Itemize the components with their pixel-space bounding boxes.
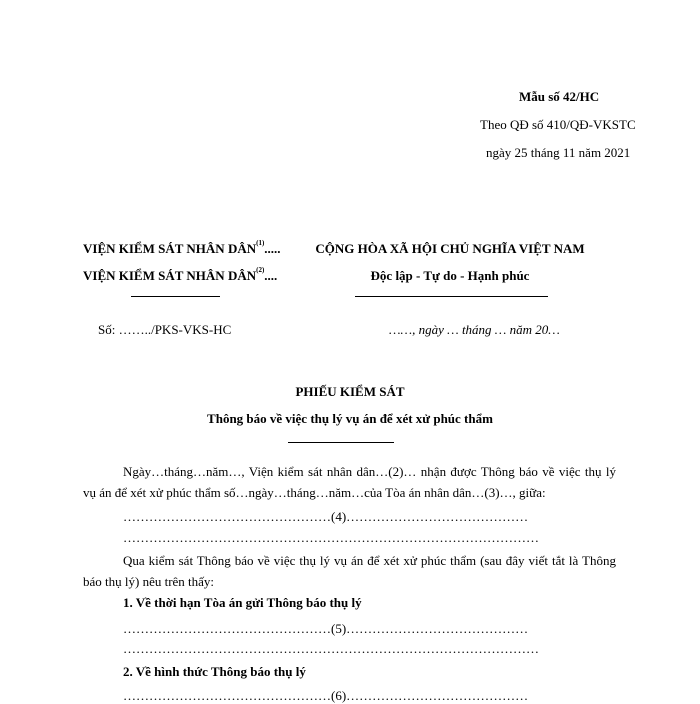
agency-line-2: [83, 268, 277, 284]
paragraph-2: Qua kiểm sát Thông báo về việc thụ lý vụ án để xét xử phúc thẩm (sau đây viết tắt là Thông báo thụ lý) nêu trên thấy:: [83, 553, 616, 589]
agency-line-2-tail: ....: [264, 268, 278, 283]
section-heading-1: 1. Về thời hạn Tòa án gửi Thông báo thụ lý: [123, 595, 362, 610]
place-date: ……, ngày … tháng … năm 20…: [389, 322, 560, 337]
form-code: Mẫu số 42/HC: [519, 89, 600, 104]
agency-line-1: [83, 241, 281, 257]
agency-line-2-text: VIỆN KIỂM SÁT NHÂN DÂN: [83, 268, 257, 283]
agency-line-2-note: (2): [256, 266, 265, 274]
agency-underline: [131, 296, 220, 297]
form-decision: Theo QĐ số 410/QĐ-VKSTC: [480, 117, 636, 132]
form-date: ngày 25 tháng 11 năm 2021: [486, 145, 631, 160]
nation-motto: Độc lập - Tự do - Hạnh phúc: [370, 268, 530, 283]
dots-line-5: …………………………………………(5)……………………………………: [123, 621, 529, 636]
section-heading-2: 2. Về hình thức Thông báo thụ lý: [123, 664, 306, 679]
nation-name: CỘNG HÒA XÃ HỘI CHỦ NGHĨA VIỆT NAM: [315, 241, 585, 256]
paragraph-1: Ngày…tháng…năm…, Viện kiểm sát nhân dân…(2)… nhận được Thông báo về việc thụ lý vụ án để xét xử phúc thẩm số…ngày…tháng…năm…của Tòa án nhân dân…(3)…, giữa:: [83, 464, 616, 500]
agency-line-1-tail: .....: [264, 241, 281, 256]
document-number: Số: ……../PKS-VKS-HC: [98, 322, 232, 337]
agency-line-1-note: (1): [256, 239, 265, 247]
dots-line-6: …………………………………………(6)……………………………………: [123, 688, 529, 703]
dots-line-4: …………………………………………(4)……………………………………: [123, 509, 529, 524]
agency-line-1-text: VIỆN KIỂM SÁT NHÂN DÂN: [83, 241, 257, 256]
title-underline: [288, 442, 394, 443]
dots-line-5b: ……………………………………………………………………………………: [123, 641, 539, 656]
document-subtitle: Thông báo về việc thụ lý vụ án để xét xử phúc thẩm: [207, 411, 493, 426]
document-title: PHIẾU KIỂM SÁT: [295, 384, 405, 399]
motto-underline: [355, 296, 548, 297]
dots-line-4b: ……………………………………………………………………………………: [123, 530, 539, 545]
